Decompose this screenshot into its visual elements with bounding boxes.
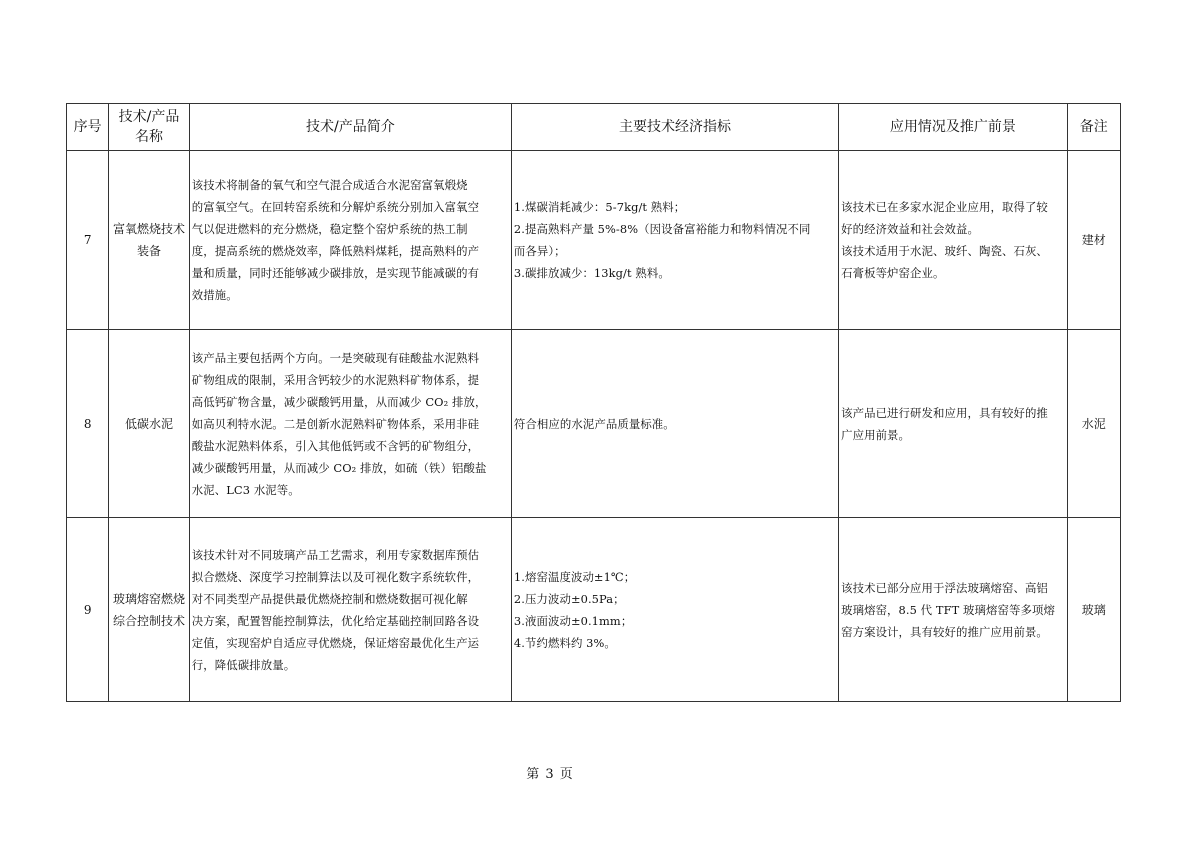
desc-line: 度，提高系统的燃烧效率，降低熟料煤耗，提高熟料的产 xyxy=(191,244,480,258)
row-name xyxy=(109,330,190,518)
table-row xyxy=(67,330,1121,518)
desc-line: 气以促进燃料的充分燃烧，稳定整个窑炉系统的热工制 xyxy=(191,222,468,236)
header-indicators: 主要技术经济指标 xyxy=(511,104,838,151)
header-name xyxy=(109,104,190,151)
page-number: 第 3 页 xyxy=(526,767,574,782)
row-note: 建材 xyxy=(1067,151,1120,330)
desc-line: 高低钙矿物含量，减少碳酸钙用量，从而减少 CO₂ 排放， xyxy=(191,394,487,409)
desc-line: 水泥、LC3 水泥等。 xyxy=(191,482,300,497)
application-line: 石膏板等炉窑企业。 xyxy=(841,266,945,280)
indicator-line: 1.熔窑温度波动±1℃； xyxy=(513,569,636,584)
row-name-line: 玻璃熔窑燃烧 xyxy=(113,591,186,606)
row-note: 玻璃 xyxy=(1067,518,1120,702)
application-line: 该技术已在多家水泥企业应用，取得了较 xyxy=(841,200,1048,214)
indicator-line: 4.节约燃料约 3%。 xyxy=(513,635,616,650)
desc-line: 量和质量，同时还能够减少碳排放，是实现节能减碳的有 xyxy=(191,266,480,280)
indicator-line: 符合相应的水泥产品质量标准。 xyxy=(513,416,675,431)
table-row xyxy=(67,518,1121,702)
header-name-line: 技术/产品 xyxy=(118,109,180,125)
desc-line: 定值，实现窑炉自适应寻优燃烧，保证熔窑最优化生产运 xyxy=(191,635,480,650)
row-no: 9 xyxy=(67,518,109,702)
application-line: 好的经济效益和社会效益。 xyxy=(841,222,979,236)
desc-line: 行，降低碳排放量。 xyxy=(191,657,296,672)
desc-line: 矿物组成的限制，采用含钙较少的水泥熟料矿物体系，提 xyxy=(191,372,480,387)
desc-line: 如高贝利特水泥。二是创新水泥熟料矿物体系，采用非硅 xyxy=(191,416,480,431)
desc-line: 酸盐水泥熟料体系，引入其他低钙或不含钙的矿物组分， xyxy=(191,438,480,453)
desc-line: 该技术针对不同玻璃产品工艺需求，利用专家数据库预估 xyxy=(191,547,480,562)
indicator-line: 2.提高熟料产量 5%-8%（因设备富裕能力和物料情况不同 xyxy=(513,222,811,236)
application-line: 该技术已部分应用于浮法玻璃熔窑、高铝 xyxy=(841,580,1048,595)
indicator-line: 1.煤碳消耗减少：5-7kg/t 熟料； xyxy=(513,200,686,214)
header-application: 应用情况及推广前景 xyxy=(839,104,1068,151)
application-line: 该产品已进行研发和应用，具有较好的推 xyxy=(841,405,1048,420)
indicator-line: 3.碳排放减少：13kg/t 熟料。 xyxy=(513,266,670,280)
header-note: 备注 xyxy=(1067,104,1120,151)
table-row xyxy=(67,151,1121,330)
indicator-line: 而各异）； xyxy=(513,244,566,258)
row-application xyxy=(839,518,1068,702)
row-application xyxy=(839,330,1068,518)
desc-line: 该产品主要包括两个方向。一是突破现有硅酸盐水泥熟料 xyxy=(191,350,480,365)
desc-line: 对不同类型产品提供最优燃烧控制和燃烧数据可视化解 xyxy=(191,591,468,606)
application-line: 广应用前景。 xyxy=(841,427,911,442)
row-name xyxy=(109,151,190,330)
row-name xyxy=(109,518,190,702)
indicator-line: 2.压力波动±0.5Pa； xyxy=(513,591,625,606)
application-line: 窑方案设计，具有较好的推广应用前景。 xyxy=(841,624,1048,639)
header-row xyxy=(67,104,1121,151)
row-desc xyxy=(189,151,511,330)
row-indicators xyxy=(511,151,838,330)
row-name-line: 低碳水泥 xyxy=(125,416,174,431)
row-note: 水泥 xyxy=(1067,330,1120,518)
row-desc xyxy=(189,330,511,518)
application-line: 玻璃熔窑，8.5 代 TFT 玻璃熔窑等多项熔 xyxy=(841,602,1055,617)
indicator-line: 3.液面波动±0.1mm； xyxy=(513,613,633,628)
desc-line: 的富氧空气。在回转窑系统和分解炉系统分别加入富氧空 xyxy=(191,200,480,214)
row-name-line: 富氧燃烧技术 xyxy=(113,222,186,236)
row-desc xyxy=(189,518,511,702)
desc-line: 减少碳酸钙用量，从而减少 CO₂ 排放，如硫（铁）铝酸盐 xyxy=(191,460,487,475)
desc-line: 拟合燃烧、深度学习控制算法以及可视化数字系统软件， xyxy=(191,569,480,584)
row-name-line: 综合控制技术 xyxy=(113,613,186,628)
desc-line: 该技术将制备的氧气和空气混合成适合水泥窑富氧煅烧 xyxy=(191,178,468,192)
header-desc: 技术/产品简介 xyxy=(189,104,511,151)
application-line: 该技术适用于水泥、玻纤、陶瓷、石灰、 xyxy=(841,244,1048,258)
desc-line: 效措施。 xyxy=(191,288,238,302)
technology-table xyxy=(66,103,1121,702)
row-indicators xyxy=(511,518,838,702)
row-name-line: 装备 xyxy=(137,244,162,258)
row-indicators xyxy=(511,330,838,518)
row-no: 8 xyxy=(67,330,109,518)
header-no: 序号 xyxy=(67,104,109,151)
row-application xyxy=(839,151,1068,330)
header-name-line: 名称 xyxy=(135,129,164,145)
desc-line: 决方案，配置智能控制算法，优化给定基础控制回路各设 xyxy=(191,613,480,628)
row-no: 7 xyxy=(67,151,109,330)
